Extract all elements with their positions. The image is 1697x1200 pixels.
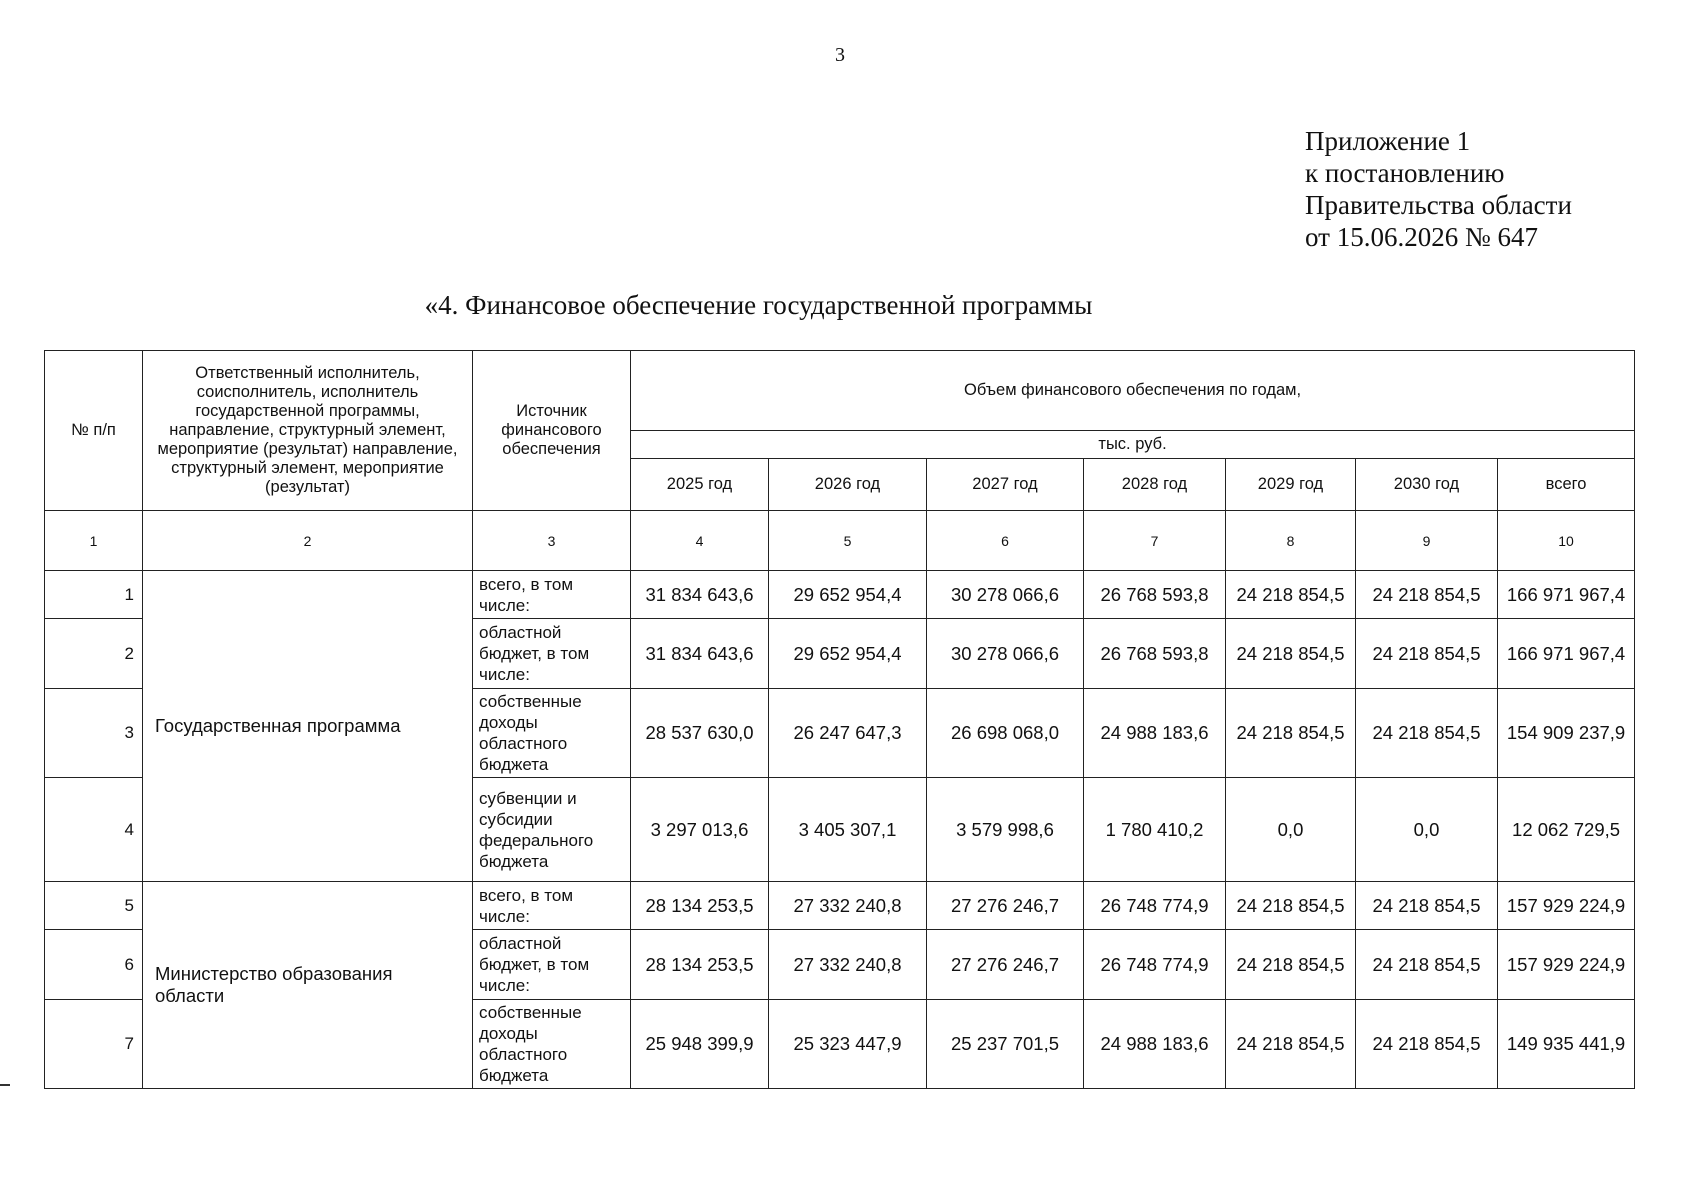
row-total: 166 971 967,4 (1498, 619, 1635, 689)
column-number: 2 (143, 511, 473, 571)
row-total: 12 062 729,5 (1498, 778, 1635, 882)
row-num: 7 (45, 1000, 143, 1089)
row-value: 24 218 854,5 (1226, 882, 1356, 930)
row-value: 3 579 998,6 (927, 778, 1084, 882)
row-value: 24 218 854,5 (1356, 571, 1498, 619)
row-value: 3 297 013,6 (631, 778, 769, 882)
row-value: 27 276 246,7 (927, 882, 1084, 930)
row-num: 6 (45, 930, 143, 1000)
executor-state-program: Государственная программа (143, 571, 473, 882)
row-value: 1 780 410,2 (1084, 778, 1226, 882)
row-num: 3 (45, 689, 143, 778)
section-title (0, 290, 1697, 321)
column-number: 9 (1356, 511, 1498, 571)
row-value: 0,0 (1226, 778, 1356, 882)
row-value: 27 332 240,8 (769, 930, 927, 1000)
row-value: 24 218 854,5 (1226, 619, 1356, 689)
row-total: 149 935 441,9 (1498, 1000, 1635, 1089)
header-year: 2028 год (1084, 459, 1226, 511)
appendix-line: от 15.06.2026 № 647 (1305, 222, 1538, 252)
row-value: 0,0 (1356, 778, 1498, 882)
row-total: 154 909 237,9 (1498, 689, 1635, 778)
header-executor: Ответственный исполнитель, соисполнитель, исполнитель государственной программы, направление, структурный элемент, мероприятие (результат) направление, структурный элемент, мероприятие (результат) (143, 351, 473, 511)
column-number: 10 (1498, 511, 1635, 571)
row-value: 29 652 954,4 (769, 571, 927, 619)
header-year: 2025 год (631, 459, 769, 511)
row-value: 26 748 774,9 (1084, 882, 1226, 930)
row-value: 27 332 240,8 (769, 882, 927, 930)
row-total: 166 971 967,4 (1498, 571, 1635, 619)
row-value: 31 834 643,6 (631, 619, 769, 689)
row-value: 30 278 066,6 (927, 619, 1084, 689)
table-row (45, 571, 1635, 619)
row-value: 24 218 854,5 (1226, 1000, 1356, 1089)
row-value: 24 218 854,5 (1356, 930, 1498, 1000)
row-value: 25 237 701,5 (927, 1000, 1084, 1089)
row-value: 24 218 854,5 (1226, 571, 1356, 619)
row-value: 24 218 854,5 (1356, 619, 1498, 689)
column-number: 8 (1226, 511, 1356, 571)
row-total: 157 929 224,9 (1498, 882, 1635, 930)
row-value: 24 988 183,6 (1084, 1000, 1226, 1089)
column-number: 7 (1084, 511, 1226, 571)
row-num: 1 (45, 571, 143, 619)
row-value: 24 218 854,5 (1226, 930, 1356, 1000)
column-number: 3 (473, 511, 631, 571)
appendix-line: Правительства области (1305, 190, 1572, 220)
row-value: 24 218 854,5 (1356, 1000, 1498, 1089)
row-source: собственные доходы областного бюджета (473, 1000, 631, 1089)
row-total: 157 929 224,9 (1498, 930, 1635, 1000)
row-value: 3 405 307,1 (769, 778, 927, 882)
row-source: областной бюджет, в том числе: (473, 930, 631, 1000)
column-number: 6 (927, 511, 1084, 571)
row-value: 26 768 593,8 (1084, 619, 1226, 689)
row-source: всего, в том числе: (473, 882, 631, 930)
row-num: 4 (45, 778, 143, 882)
row-source: субвенции и субсидии федерального бюджета (473, 778, 631, 882)
column-number-row (45, 511, 1635, 571)
header-num: № п/п (45, 351, 143, 511)
column-number: 4 (631, 511, 769, 571)
section-title-text: «4. Финансовое обеспечение государственной программы (424, 290, 1093, 320)
header-volume: Объем финансового обеспечения по годам, (631, 351, 1635, 431)
appendix-line: Приложение 1 (1305, 126, 1471, 156)
row-num: 2 (45, 619, 143, 689)
row-value: 26 247 647,3 (769, 689, 927, 778)
row-num: 5 (45, 882, 143, 930)
financing-table (44, 350, 1635, 1089)
row-value: 26 698 068,0 (927, 689, 1084, 778)
row-value: 24 218 854,5 (1356, 882, 1498, 930)
appendix-block (1305, 125, 1572, 253)
row-value: 31 834 643,6 (631, 571, 769, 619)
row-value: 28 134 253,5 (631, 930, 769, 1000)
row-value: 25 323 447,9 (769, 1000, 927, 1089)
margin-mark (0, 1084, 10, 1086)
row-value: 25 948 399,9 (631, 1000, 769, 1089)
column-number: 5 (769, 511, 927, 571)
row-value: 26 768 593,8 (1084, 571, 1226, 619)
header-year: 2030 год (1356, 459, 1498, 511)
row-value: 29 652 954,4 (769, 619, 927, 689)
header-year: 2027 год (927, 459, 1084, 511)
row-value: 28 134 253,5 (631, 882, 769, 930)
row-value: 30 278 066,6 (927, 571, 1084, 619)
header-unit: тыс. руб. (631, 431, 1635, 459)
row-value: 28 537 630,0 (631, 689, 769, 778)
header-year: 2026 год (769, 459, 927, 511)
row-value: 24 988 183,6 (1084, 689, 1226, 778)
header-year: 2029 год (1226, 459, 1356, 511)
header-source: Источник финансового обеспечения (473, 351, 631, 511)
row-value: 26 748 774,9 (1084, 930, 1226, 1000)
table-row (45, 882, 1635, 930)
row-value: 24 218 854,5 (1226, 689, 1356, 778)
row-source: областной бюджет, в том числе: (473, 619, 631, 689)
row-value: 27 276 246,7 (927, 930, 1084, 1000)
page-number: 3 (835, 44, 845, 66)
row-source: собственные доходы областного бюджета (473, 689, 631, 778)
header-total: всего (1498, 459, 1635, 511)
row-source: всего, в том числе: (473, 571, 631, 619)
executor-ministry-education: Министерство образования области (143, 882, 473, 1089)
appendix-line: к постановлению (1305, 158, 1505, 188)
column-number: 1 (45, 511, 143, 571)
row-value: 24 218 854,5 (1356, 689, 1498, 778)
